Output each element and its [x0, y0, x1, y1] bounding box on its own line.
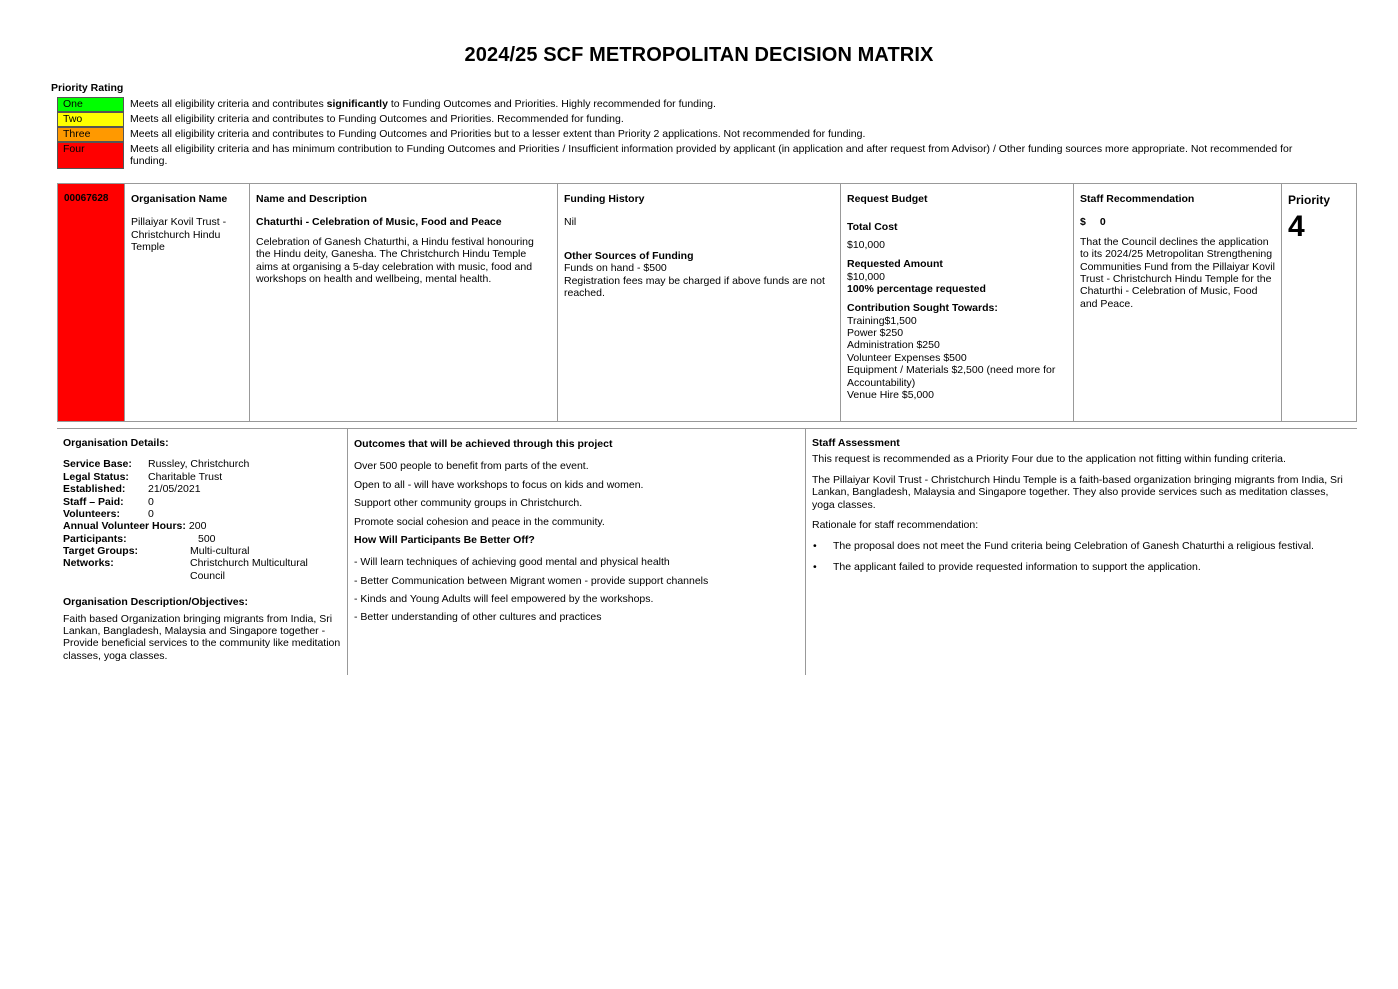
priority-rating-title: Priority Rating — [51, 82, 124, 94]
priority-four-swatch: Four — [57, 142, 124, 169]
rationale-item — [812, 540, 1351, 552]
objectives-header: Organisation Description/Objectives: — [63, 596, 248, 609]
contribution-label: Contribution Sought Towards: — [847, 302, 998, 315]
decision-matrix-row — [57, 183, 1357, 422]
priority-one-text-a: Meets all eligibility criteria and contributes — [130, 98, 327, 110]
target-groups-row — [63, 545, 341, 557]
priority-one-swatch: One — [57, 97, 124, 112]
service-base-label: Service Base: — [63, 458, 132, 471]
better-off-item: - Will learn techniques of achieving good mental and physical health — [354, 556, 670, 569]
staff-paid-value: 0 — [148, 495, 154, 508]
established-row — [63, 483, 341, 495]
recommended-amount-value: 0 — [1099, 216, 1106, 229]
networks-label: Networks: — [63, 557, 114, 570]
organisation-name-cell — [125, 184, 250, 421]
staff-recommendation-header: Staff Recommendation — [1080, 193, 1195, 205]
staff-assessment-column — [806, 429, 1357, 675]
legend-row-four — [57, 142, 1317, 169]
networks-value: Christchurch Multicultural Council — [190, 557, 308, 582]
priority-one-text-bold: significantly — [326, 98, 388, 110]
priority-one-text-b: to Funding Outcomes and Priorities. Highly recommended for funding. — [387, 98, 716, 110]
staff-recommendation-cell — [1074, 184, 1282, 421]
legal-status-label: Legal Status: — [63, 470, 129, 483]
organisation-details-column — [57, 429, 348, 675]
bullet-icon: • — [813, 560, 817, 573]
contribution-item: Power $250 — [847, 327, 904, 339]
funding-history-header: Funding History — [564, 193, 645, 205]
application-id: 00067628 — [64, 193, 109, 204]
staff-recommendation-text: That the Council declines the application to its 2024/25 Metropolitan Strengthening Communities Fund from the Pillaiyar Kovil Trust - Christchurch Hindu Temple for the Chaturthi - Celebration of Music, Food and Peace. — [1080, 235, 1275, 310]
established-label: Established: — [63, 483, 126, 496]
other-source-item: Funds on hand - $500 — [564, 262, 667, 275]
legal-status-value: Charitable Trust — [148, 470, 223, 483]
volunteers-value: 0 — [148, 507, 154, 520]
outcome-item: Open to all - will have workshops to focus on kids and women. — [354, 478, 644, 491]
volunteer-hours-row — [63, 520, 341, 532]
participants-label: Participants: — [63, 532, 127, 545]
target-groups-value: Multi-cultural — [190, 545, 250, 557]
networks-row — [63, 557, 341, 582]
priority-value: 4 — [1288, 210, 1305, 244]
assessment-intro: This request is recommended as a Priority Four due to the application not fitting within funding criteria. — [812, 453, 1286, 466]
better-off-item: - Better Communication between Migrant women - provide support channels — [354, 574, 709, 587]
project-description: Celebration of Ganesh Chaturthi, a Hindu festival honouring the Hindu deity, Ganesha. The Christchurch Hindu Temple aims at organising a 5-day celebration with music, food and workshops on health and wellbeing, mental health. — [256, 235, 534, 285]
target-groups-label: Target Groups: — [63, 545, 139, 557]
page-title: 2024/25 SCF METROPOLITAN DECISION MATRIX — [464, 44, 934, 66]
rationale-text: The proposal does not meet the Fund criteria being Celebration of Ganesh Chaturthi a religious festival. — [833, 540, 1314, 553]
staff-paid-label: Staff – Paid: — [63, 495, 124, 508]
legend-row-three — [57, 127, 1317, 142]
organisation-name: Pillaiyar Kovil Trust - Christchurch Hindu Temple — [131, 216, 227, 254]
percentage-requested: 100% percentage requested — [847, 282, 986, 295]
funding-history-cell — [558, 184, 841, 421]
outcomes-column — [348, 429, 806, 675]
other-source-item: Registration fees may be charged if above funds are not reached. — [564, 274, 825, 299]
priority-four-text: Meets all eligibility criteria and has minimum contribution to Funding Outcomes and Priorities / Insufficient information provided by applicant (in application and after request from Advisor) / Other funding sources more appropriate. Not recommended for funding. — [130, 143, 1293, 167]
request-budget-header: Request Budget — [847, 193, 928, 205]
name-description-cell — [250, 184, 558, 421]
details-section — [57, 428, 1357, 675]
better-off-item: - Better understanding of other cultures and practices — [354, 611, 602, 624]
bullet-icon: • — [813, 540, 817, 553]
project-name: Chaturthi - Celebration of Music, Food and Peace — [256, 216, 502, 229]
rationale-label: Rationale for staff recommendation: — [812, 518, 979, 531]
priority-three-swatch: Three — [57, 127, 124, 142]
requested-amount-label: Requested Amount — [847, 258, 943, 271]
legend-row-two — [57, 112, 1317, 127]
priority-two-swatch: Two — [57, 112, 124, 127]
rationale-item — [812, 561, 1351, 573]
currency-symbol: $ — [1080, 216, 1086, 229]
volunteers-row — [63, 508, 341, 520]
total-cost-label: Total Cost — [847, 221, 898, 234]
contribution-item: Venue Hire $5,000 — [847, 388, 934, 401]
volunteers-label: Volunteers: — [63, 507, 120, 520]
outcome-item: Support other community groups in Christchurch. — [354, 497, 583, 510]
contribution-item: Equipment / Materials $2,500 (need more for Accountability) — [847, 364, 1056, 389]
contribution-item: Training$1,500 — [847, 314, 917, 327]
priority-one-text — [124, 97, 716, 110]
participants-row — [63, 533, 341, 545]
better-off-header: How Will Participants Be Better Off? — [354, 533, 535, 546]
staff-recommended-amount — [1080, 216, 1275, 228]
other-sources-header: Other Sources of Funding — [564, 249, 694, 262]
assessment-body: The Pillaiyar Kovil Trust - Christchurch Hindu Temple is a faith-based organization bringing migrants from India, Sri Lankan, Bangladesh, Malaysia and Singapore together. They also provide services such as meditation classes, yoga classes. — [812, 473, 1343, 511]
rationale-text: The applicant failed to provide requested information to support the application. — [833, 560, 1201, 573]
funding-history-value: Nil — [564, 216, 577, 229]
volunteer-hours-value: 200 — [188, 520, 207, 533]
objectives-text: Faith based Organization bringing migrants from India, Sri Lankan, Bangladesh, Malaysia and Singapore together - Provide beneficial services to the community like meditation classes, yoga classes. — [63, 612, 341, 662]
priority-label: Priority — [1288, 193, 1331, 207]
staff-assessment-header: Staff Assessment — [812, 437, 900, 449]
volunteer-hours-label: Annual Volunteer Hours: — [63, 520, 186, 533]
outcome-item: Over 500 people to benefit from parts of the event. — [354, 460, 589, 473]
organisation-name-header: Organisation Name — [131, 193, 228, 205]
name-description-header: Name and Description — [256, 193, 367, 205]
staff-paid-row — [63, 496, 341, 508]
request-budget-cell — [841, 184, 1074, 421]
priority-legend — [57, 97, 1317, 169]
total-cost-value: $10,000 — [847, 238, 885, 251]
better-off-item: - Kinds and Young Adults will feel empowered by the workshops. — [354, 593, 654, 605]
contribution-item: Volunteer Expenses $500 — [847, 351, 967, 364]
priority-two-text: Meets all eligibility criteria and contributes to Funding Outcomes and Priorities. Recommended for funding. — [130, 113, 624, 125]
requested-amount-value: $10,000 — [847, 270, 885, 283]
outcomes-header: Outcomes that will be achieved through this project — [354, 438, 613, 450]
service-base-row — [63, 458, 341, 470]
outcome-item: Promote social cohesion and peace in the community. — [354, 515, 605, 528]
contribution-item: Administration $250 — [847, 339, 940, 352]
priority-cell — [1282, 184, 1356, 421]
established-value: 21/05/2021 — [148, 483, 201, 496]
organisation-details-header: Organisation Details: — [63, 437, 169, 449]
legal-status-row — [63, 471, 341, 483]
participants-value: 500 — [198, 532, 216, 545]
application-id-cell — [58, 184, 125, 421]
legend-row-one — [57, 97, 1317, 112]
priority-three-text: Meets all eligibility criteria and contributes to Funding Outcomes and Priorities but to a lesser extent than Priority 2 applications. Not recommended for funding. — [130, 128, 866, 140]
service-base-value: Russley, Christchurch — [148, 458, 250, 471]
